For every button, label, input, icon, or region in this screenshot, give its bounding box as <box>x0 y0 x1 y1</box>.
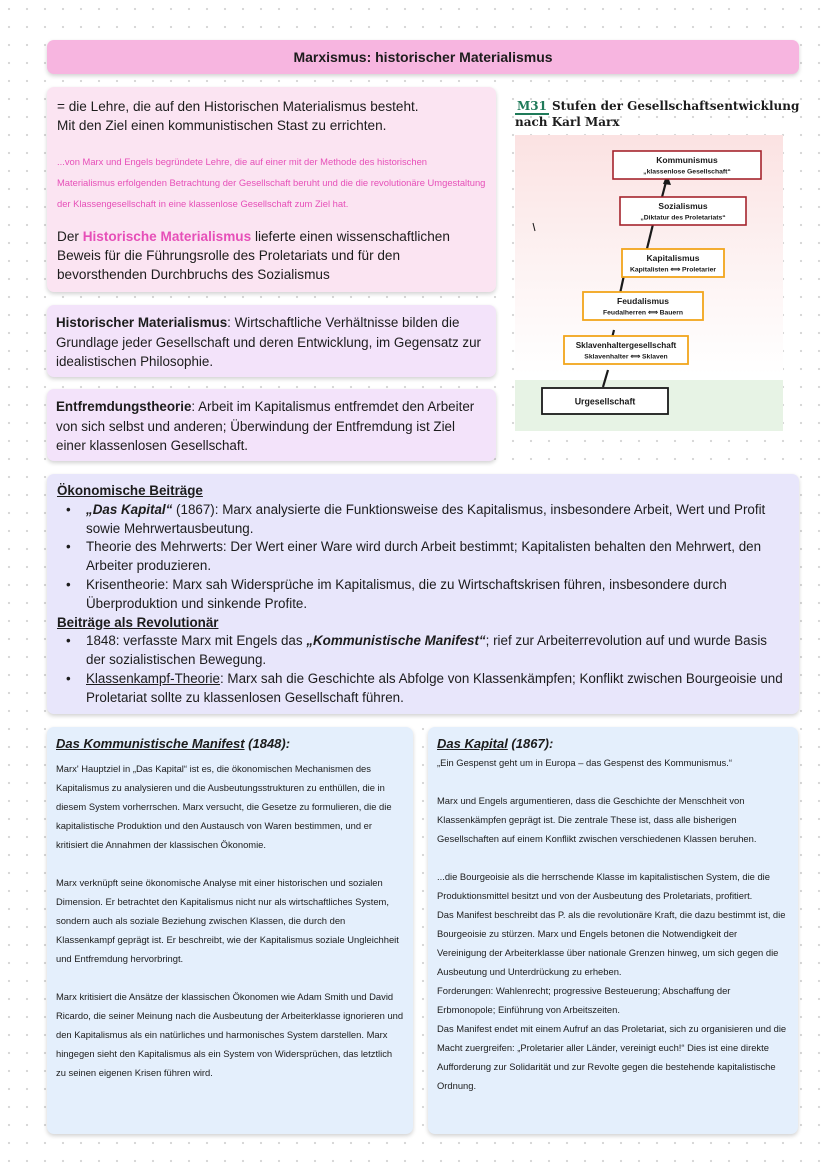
page-title <box>47 40 799 74</box>
stage-sozialismus <box>620 197 746 225</box>
kapital-title-year: (1867): <box>507 736 554 751</box>
stage-kommunismus <box>613 151 761 179</box>
list-item <box>57 538 789 576</box>
stage-urgesellschaft-name: Urgesellschaft <box>574 396 636 407</box>
contributions-box <box>47 474 799 714</box>
stage-feudalismus-sub: Feudalherren ⟺ Bauern <box>603 309 683 317</box>
kapital-column-title <box>437 735 789 753</box>
economic-list <box>57 501 789 614</box>
definition-hm-statement <box>57 227 486 284</box>
hist-mat-text: : Wirtschaftliche Verhältnisse bilden die Grundlage jeder Gesellschaft und deren Entwicklung, im Gegensatz zur idealistischen Philosophie. <box>56 315 482 369</box>
hm-prefix: Der <box>57 229 79 244</box>
definition-quote: ...von Marx und Engels begründete Lehre, die auf einer mit der Methode des historischen Materialismus erfolgenden Betrachtung der Gesellschaft beruht und die die revolutionäre Umgestaltung der Klassengesellschaft in eine klassenlose Gesellschaft zum Ziel hat. <box>57 156 486 209</box>
revolutionary-list <box>57 632 789 707</box>
manifest-title-year: (1848): <box>244 736 291 751</box>
m31-heading <box>515 98 805 130</box>
kapital-paragraph-2: ...die Bourgeoisie als die herrschende Klasse im kapitalistischen System, die die Produktionsmittel besitzt und von der Ausbeutung des Proletariats, profitiert. <box>437 871 770 901</box>
manifest-paragraph-2: Marx verknüpft seine ökonomische Analyse mit einer historischen und sozialen Dimension. Er betrachtet den Kapitalismus nicht nur als wirtschaftliches System, sondern auch als soziale Beziehung zwischen Klassen, die durch den Klassenkampf geprägt ist. Er beschreibt, wie der Kapitalismus soziale Ungleichheit und Entfremdung hervorbringt. <box>56 877 399 964</box>
alienation-theory-box <box>47 389 496 461</box>
stage-kapitalismus-name: Kapitalismus <box>646 253 700 263</box>
list-item <box>57 576 789 614</box>
stage-kapitalismus <box>622 249 724 277</box>
kapital-paragraph-3: Das Manifest beschreibt das P. als die revolutionäre Kraft, die dazu bestimmt ist, die Bourgeoisie zu stürzen. Marx und Engels betonen die Notwendigkeit der Vereinigung der Arbeiterklasse über nationale Grenzen hinweg, um sich gegen die Ausbeutung und Unterdrückung zu erheben. <box>437 909 786 977</box>
stage-kommunismus-sub: „klassenlose Gesellschaft“ <box>643 168 731 176</box>
kapital-paragraph-5: Das Manifest endet mit einem Aufruf an das Proletariat, sich zu organisieren und die Macht zuergreifen: „Proletarier aller Länder, vereinigt euch!“ Dies ist eine direkte Aufforderung zur Solidarität und zur Revolte gegen die bestehende kapitalistische Ordnung. <box>437 1023 787 1091</box>
manifest-post: ; rief zur Arbeiterrevolution auf und wurde Basis der sozialistischen Bewegung. <box>86 633 767 668</box>
entfremdung-text: : Arbeit im Kapitalismus entfremdet den Arbeiter von sich selbst und anderen; Überwindung der Entfremdung ist Ziel einer klassenlosen Gesellschaft. <box>56 399 475 453</box>
stage-sklavenhalter <box>564 336 688 364</box>
m31-title: Stufen der Gesellschaftsentwicklung nach Karl Marx <box>515 99 800 129</box>
stage-feudalismus <box>583 292 703 320</box>
manifest-title-text: Das Kommunistische Manifest <box>56 736 245 751</box>
historical-materialism-box <box>47 305 496 377</box>
list-item <box>57 670 789 708</box>
manifest-paragraph-1: Marx' Hauptziel in „Das Kapital“ ist es, die ökonomischen Mechanismen des Kapitalismus zu analysieren und die Ausbeutungsstrukturen zu enthüllen, die in diesem System vorherrschen. Marx versucht, die Gesetze zu formulieren, die die kapitalistische Produktion und den Austausch von Waren bestimmen, und er kritisiert die Annahmen der klassischen Ökonomie. <box>56 763 392 850</box>
manifest-column-title <box>56 735 404 753</box>
klassen-term: Klassenkampf-Theorie <box>86 670 220 686</box>
kapital-title: „Das Kapital“ <box>86 501 173 517</box>
stage-kommunismus-name: Kommunismus <box>656 155 718 165</box>
manifest-paragraph-3: Marx kritisiert die Ansätze der klassischen Ökonomen wie Adam Smith und David Ricardo, die seiner Meinung nach die Ausbeutung der Arbeiterklasse ignorieren und den Kapitalismus als ein natürliches und harmonisches System darstellen. Marx hingegen sieht den Kapitalismus als ein System von Widersprüchen, das letztlich zu seinen eigenen Krisen führen wird. <box>56 991 404 1078</box>
stage-sklavenhalter-name: Sklavenhaltergesellschaft <box>575 341 677 350</box>
revolutionary-heading: Beiträge als Revolutionär <box>57 614 219 630</box>
manifest-column <box>47 727 413 1134</box>
kapital-paragraph-4: Forderungen: Wahlenrecht; progressive Besteuerung; Abschaffung der Erbmonopole; Einführung von Arbeitszeiten. <box>437 985 731 1015</box>
economic-heading: Ökonomische Beiträge <box>57 483 203 498</box>
kapital-column <box>428 727 798 1134</box>
definition-box <box>47 87 496 292</box>
m31-tag: M31 <box>517 99 547 113</box>
list-item <box>57 632 789 670</box>
stage-feudalismus-name: Feudalismus <box>617 296 669 306</box>
kapital-title-text: Das Kapital <box>437 736 508 751</box>
list-item <box>57 501 789 539</box>
manifest-title: „Kommunistische Manifest“ <box>306 633 486 649</box>
definition-line-2: Mit den Ziel einen kommunistischen Stast zu errichten. <box>57 118 387 133</box>
kapital-text: (1867): Marx analysierte die Funktionsweise des Kapitalismus, insbesondere Arbeit, Wert und Profit sowie Mehrwertausbeutung. <box>86 501 766 536</box>
stage-sklavenhalter-sub: Sklavenhalter ⟺ Sklaven <box>584 353 668 361</box>
kapital-quote: „Ein Gespenst geht um in Europa – das Gespenst des Kommunismus.“ <box>437 757 732 768</box>
definition-line-1: = die Lehre, die auf den Historischen Materialismus besteht. <box>57 99 419 114</box>
mehrwert-text: Theorie des Mehrwerts: Der Wert einer Ware wird durch Arbeit bestimmt; Kapitalisten behalten den Mehrwert, den Arbeiter produzieren. <box>86 539 762 574</box>
stage-urgesellschaft <box>542 388 668 414</box>
hm-rest: lieferte einen wissenschaftlichen Beweis für die Führungsrolle des Proletariats und für den bevorsthenden Durchbruchs des Sozialismus <box>57 229 450 282</box>
hist-mat-term: Historischer Materialismus <box>56 315 228 330</box>
stage-sozialismus-sub: „Diktatur des Proletariats“ <box>640 214 726 222</box>
entfremdung-term: Entfremdungstheorie <box>56 399 192 414</box>
klassen-text: : Marx sah die Geschichte als Abfolge von Klassenkämpfen; Konflikt zwischen Bourgeoisie und Proletariat sollte zu klassenlosen Gesellschaft führen. <box>86 670 783 705</box>
stage-kapitalismus-sub: Kapitalisten ⟺ Proletarier <box>629 266 717 274</box>
page-title-text: Marxismus: historischer Materialismus <box>293 49 553 65</box>
krise-text: Krisentheorie: Marx sah Widersprüche im Kapitalismus, die zu Wirtschaftskrisen führen, insbesondere durch Überproduktion und sinkende Profite. <box>86 576 727 611</box>
kapital-paragraph-1: Marx und Engels argumentieren, dass die Geschichte der Menschheit von Klassenkämpfen geprägt ist. Die zentrale These ist, dass alle bisherigen Gesellschaften auf einem Konflikt zwischen verschiedenen Klassen beruhen. <box>437 795 757 844</box>
society-stages-diagram <box>515 135 783 431</box>
hm-term: Historische Materialismus <box>82 229 252 244</box>
manifest-pre: 1848: verfasste Marx mit Engels das <box>86 633 307 649</box>
stage-sozialismus-name: Sozialismus <box>658 201 708 211</box>
